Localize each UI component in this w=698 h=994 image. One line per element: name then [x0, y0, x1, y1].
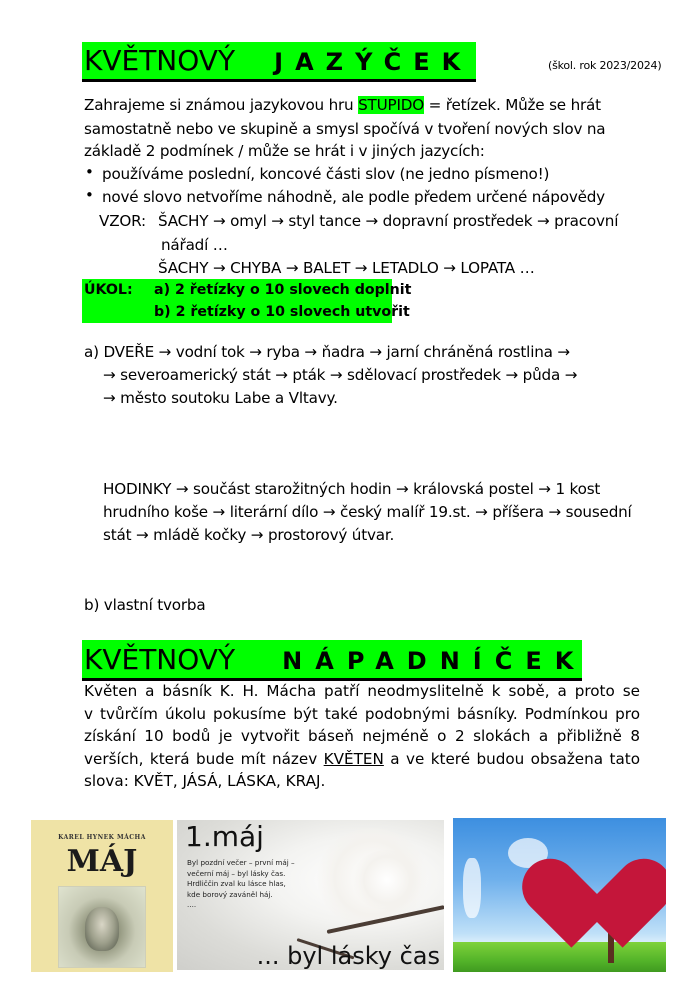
intro-line-1-after: = řetízek. Může se hrát	[424, 96, 601, 114]
chain-b-line-3: stát → mládě kočky → prostorový útvar.	[103, 526, 395, 544]
may-day-poem	[187, 858, 295, 911]
section2-title-word2: NÁPADNÍČEK	[282, 647, 587, 675]
section1-title-word1: KVĚTNOVÝ	[84, 44, 236, 77]
cloud-zodiac	[463, 858, 481, 918]
poem-line: kde borový zaváněl háj.	[187, 889, 273, 899]
paragraph-line-4	[84, 748, 640, 771]
example-line-3: ŠACHY → CHYBA → BALET → LETADLO → LOPATA …	[158, 259, 535, 277]
poem-line: ....	[187, 900, 197, 909]
line4-after: a ve které budou obsažena tato	[383, 749, 640, 768]
paragraph-line-5: slova: KVĚT, JÁSÁ, LÁSKA, KRAJ.	[84, 772, 326, 791]
line4-before: verších, která bude mít název	[84, 749, 324, 768]
may-day-title: 1.máj	[185, 820, 264, 853]
intro-line-1	[84, 94, 601, 116]
chain-a-line-3: → město soutoku Labe a Vltavy.	[103, 389, 338, 407]
book-author: KAREL HYNEK MÁCHA	[58, 834, 146, 841]
section2-title-word1: KVĚTNOVÝ	[84, 643, 236, 676]
example-line-1: ŠACHY → omyl → styl tance → dopravní prostředek → pracovní	[158, 212, 619, 230]
bullet-item: používáme poslední, koncové části slov (ne jedno písmeno!)	[102, 165, 550, 183]
task-item-a: a) 2 řetízky o 10 slovech doplnit	[154, 282, 412, 298]
intro-line-2: samostatně nebo ve skupině a smysl spočívá v tvoření nových slov na	[84, 120, 606, 138]
maj-book-cover-image	[31, 820, 173, 972]
kveten-underlined: KVĚTEN	[323, 749, 384, 768]
blossom	[352, 850, 422, 910]
book-title: MÁJ	[66, 844, 138, 879]
poem-line: večerní máj – byl lásky čas.	[187, 868, 286, 878]
school-year: (škol. rok 2023/2024)	[548, 59, 662, 72]
chain-a-line-1: a) DVEŘE → vodní tok → ryba → ňadra → jarní chráněná rostlina →	[84, 343, 570, 361]
may-day-caption: ... byl lásky čas	[256, 942, 440, 970]
bullet-item: nové slovo netvoříme náhodně, ale podle předem určené nápovědy	[102, 188, 605, 206]
poem-line: Hrdliččin zval ku lásce hlas,	[187, 879, 286, 888]
paragraph-line: v tvůrčím úkolu pokusíme být také podobnými básníky. Podmínkou pro	[84, 704, 640, 723]
own-creation-label: b) vlastní tvorba	[84, 596, 206, 614]
heart-tree-image	[453, 818, 666, 972]
stupido-highlight: STUPIDO	[358, 96, 425, 114]
paragraph-line: získání 10 bodů je vytvořit báseň nejméně o 2 slokách a přibližně 8	[84, 727, 640, 746]
portrait-face	[85, 907, 119, 951]
example-line-2: nářadí …	[161, 236, 228, 254]
chain-b-line-1: HODINKY → součást starožitných hodin → královská postel → 1 kost	[103, 480, 601, 498]
book-illustration	[58, 886, 146, 968]
section1-title-word2: JAZÝČEK	[274, 48, 473, 76]
may-day-blossom-image	[177, 820, 444, 970]
grass-meadow	[453, 942, 666, 972]
example-label: VZOR:	[99, 212, 146, 230]
section1-title-banner	[82, 42, 476, 82]
task-item-b: b) 2 řetízky o 10 slovech utvořit	[154, 304, 410, 320]
heart-crown-right	[583, 847, 666, 947]
bullet-dot: •	[85, 186, 94, 204]
bullet-dot: •	[85, 163, 94, 181]
chain-a-line-2: → severoamerický stát → pták → sdělovací prostředek → půda →	[103, 366, 578, 384]
task-box	[82, 279, 412, 323]
intro-line-1-before: Zahrajeme si známou jazykovou hru	[84, 96, 359, 114]
task-label: ÚKOL:	[84, 282, 133, 298]
paragraph-line: Květen a básník K. H. Mácha patří neodmyslitelně k sobě, a proto se	[84, 682, 640, 700]
intro-line-3: základě 2 podmínek / může se hrát i v jiných jazycích:	[84, 142, 485, 160]
section2-title-banner	[82, 640, 587, 681]
section2-paragraph	[84, 680, 640, 793]
chain-b-line-2: hrudního koše → literární dílo → český malíř 19.st. → příšera → sousední	[103, 503, 632, 521]
poem-line: Byl pozdní večer – první máj –	[187, 858, 295, 867]
